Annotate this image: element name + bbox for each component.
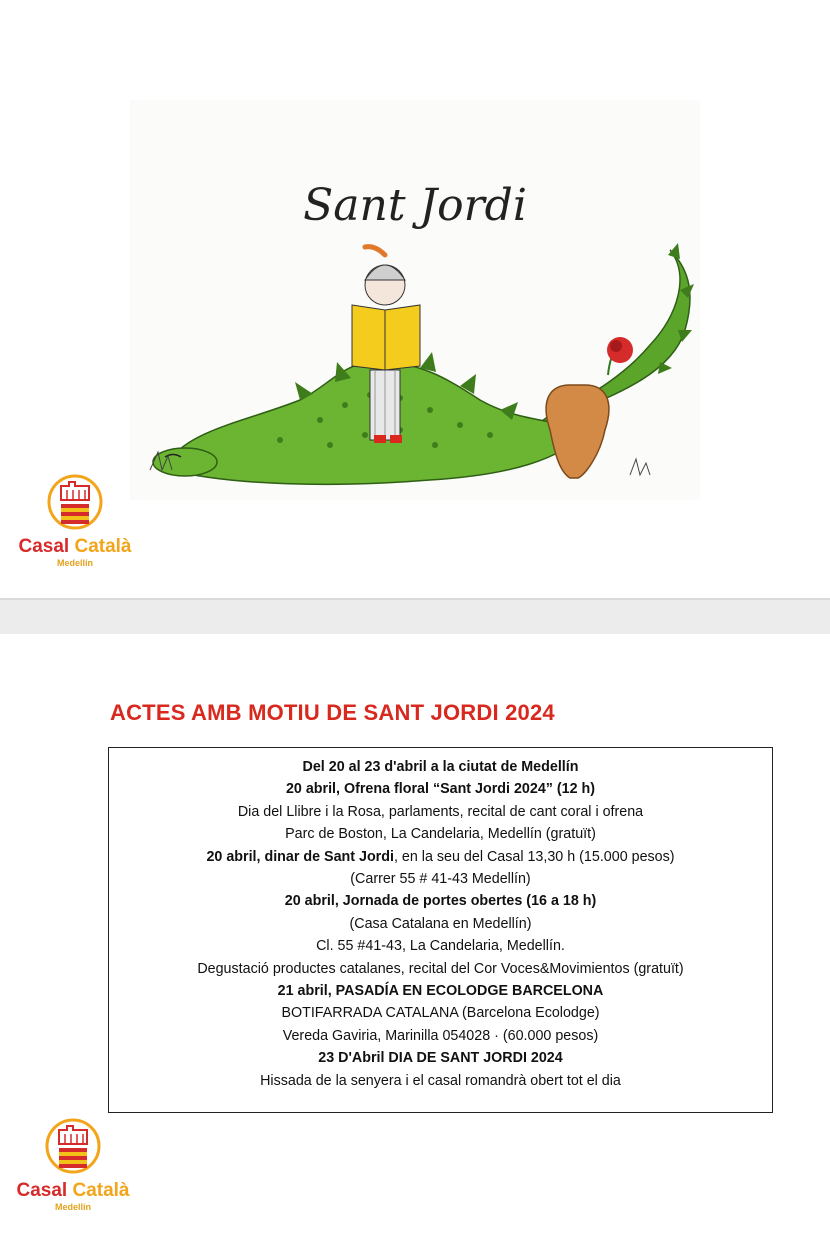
poster-page [0,0,830,600]
event-line [109,846,772,868]
logo-city: Medellín [54,1202,91,1212]
event-line-rest: , en la seu del Casal 13,30 h (15.000 pesos) [393,848,675,865]
events-heading: ACTES AMB MOTIU DE SANT JORDI 2024 [110,700,555,725]
logo-city: Medellín [56,558,93,568]
event-line: Del 20 al 23 d'abril a la ciutat de Medellín [302,759,579,775]
event-line: Dia del Llibre i la Rosa, parlaments, recital de cant coral i ofrena [237,803,644,820]
event-line: Parc de Boston, La Candelaria, Medellín (gratuït) [285,826,596,843]
logo-name: Casal Català [18,536,132,557]
poster-title: Sant Jordi [303,180,527,231]
event-line: Vereda Gaviria, Marinilla 054028 · (60.000 pesos) [282,1027,599,1044]
event-line: Hissada de la senyera i el casal romandrà obert tot el dia [260,1072,621,1089]
casal-catala-logo-icon [47,474,103,534]
casal-catala-logo-bottom [8,1118,138,1212]
sant-jordi-illustration [130,100,700,500]
event-line-bold: 20 abril, dinar de Sant Jordi [206,848,394,865]
event-line: 23 D'Abril DIA DE SANT JORDI 2024 [318,1050,563,1067]
page-gap [0,600,830,634]
event-line: Cl. 55 #41-43, La Candelaria, Medellín. [316,938,565,955]
event-line: 20 abril, Jornada de portes obertes (16 a 18 h) [284,893,597,910]
event-line: (Casa Catalana en Medellín) [349,915,532,932]
casal-catala-logo [10,474,140,568]
event-line: 20 abril, Ofrena floral “Sant Jordi 2024” (12 h) [285,781,596,798]
event-line: BOTIFARRADA CATALANA (Barcelona Ecolodge) [281,1005,600,1022]
casal-catala-logo-icon [45,1118,101,1178]
event-line: (Carrer 55 # 41-43 Medellín) [350,871,531,888]
logo-name: Casal Català [16,1180,130,1201]
event-line: Degustació productes catalanes, recital del Cor Voces&Movimientos (gratuït) [197,960,684,977]
event-line: 21 abril, PASADÍA EN ECOLODGE BARCELONA [277,983,604,1000]
events-box [108,747,773,1113]
